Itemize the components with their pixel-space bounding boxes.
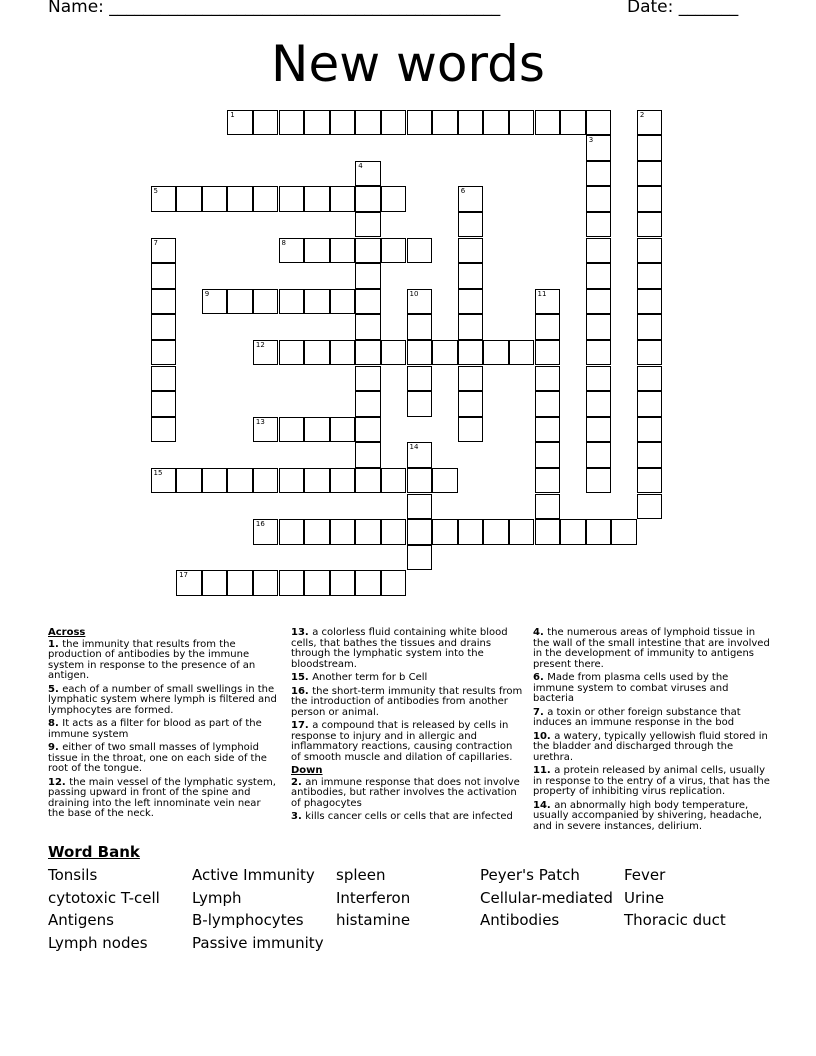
grid-cell[interactable] (407, 519, 433, 545)
grid-cell[interactable] (586, 391, 612, 417)
grid-cell[interactable] (637, 417, 663, 443)
grid-cell[interactable] (330, 468, 356, 494)
grid-cell[interactable] (176, 570, 202, 596)
grid-cell[interactable] (458, 340, 484, 366)
clue-label: 16. (291, 685, 313, 697)
grid-cell[interactable] (202, 289, 228, 315)
grid-cell[interactable] (304, 417, 330, 443)
grid-cell[interactable] (586, 340, 612, 366)
grid-cell[interactable] (586, 212, 612, 238)
grid-cell[interactable] (611, 519, 637, 545)
down-heading: Down (291, 765, 323, 776)
grid-cell[interactable] (637, 366, 663, 392)
grid-cell[interactable] (432, 468, 458, 494)
grid-cell[interactable] (535, 494, 561, 520)
grid-cell[interactable] (381, 186, 407, 212)
grid-cell[interactable] (586, 238, 612, 264)
clue-number: 9 (204, 289, 210, 298)
grid-cell[interactable] (509, 110, 535, 136)
clue-number: 3 (588, 136, 594, 145)
grid-cell[interactable] (151, 238, 177, 264)
clue-text: It acts as a filter for blood as part of the immune system (48, 718, 262, 740)
clue-text: a protein released by animal cells, usually in response to the entry of a virus, that has the property of inhibiting virus replication. (533, 765, 770, 797)
grid-cell[interactable] (176, 468, 202, 494)
grid-cell[interactable] (458, 186, 484, 212)
grid-cell[interactable] (279, 570, 305, 596)
grid-cell[interactable] (483, 340, 509, 366)
grid-cell[interactable] (279, 468, 305, 494)
grid-cell[interactable] (432, 340, 458, 366)
clue-label: 11. (533, 765, 555, 776)
grid-cell[interactable] (253, 519, 279, 545)
grid-cell[interactable] (355, 186, 381, 212)
clue-number: 1 (230, 110, 235, 119)
clue-label: 14. (533, 799, 555, 811)
grid-cell[interactable] (535, 519, 561, 545)
grid-cell[interactable] (304, 186, 330, 212)
grid-cell[interactable] (407, 545, 433, 571)
clue-text: a toxin or other foreign substance that induces an immune response in the bod (533, 706, 741, 728)
clue-text: either of two small masses of lymphoid tissue in the throat, one on each side of the root of the tongue. (48, 742, 267, 774)
grid-cell[interactable] (432, 110, 458, 136)
grid-cell[interactable] (407, 340, 433, 366)
clue (533, 708, 771, 729)
grid-cell[interactable] (279, 417, 305, 443)
grid-cell[interactable] (458, 417, 484, 443)
grid-cell[interactable] (253, 417, 279, 443)
grid-cell[interactable] (355, 161, 381, 187)
grid-cell[interactable] (304, 468, 330, 494)
word-bank-word: Interferon (336, 888, 411, 907)
grid-cell[interactable] (407, 314, 433, 340)
clue-label: 3. (291, 811, 306, 822)
clue-label: 5. (48, 683, 63, 695)
grid-cell[interactable] (458, 212, 484, 238)
grid-cell[interactable] (355, 366, 381, 392)
word-bank-word: Tonsils (48, 866, 98, 884)
clue-text: Made from plasma cells used by the immune system to combat viruses and bacteria (533, 672, 729, 704)
grid-cell[interactable] (535, 110, 561, 136)
grid-cell[interactable] (381, 468, 407, 494)
grid-cell[interactable] (304, 289, 330, 315)
grid-cell[interactable] (637, 110, 663, 136)
grid-cell[interactable] (381, 570, 407, 596)
clue-text: a watery, typically yellowish fluid stored in the bladder and discharged through the urethra. (533, 730, 768, 763)
grid-cell[interactable] (151, 314, 177, 340)
clue (48, 640, 280, 682)
clue-label: 13. (291, 627, 313, 638)
grid-cell[interactable] (535, 391, 561, 417)
date-line: Date: _______ (627, 0, 739, 17)
clue-text: an immune response that does not involve antibodies, but rather involves the activation of phagocytes (291, 776, 520, 809)
grid-cell[interactable] (253, 570, 279, 596)
grid-cell[interactable] (586, 442, 612, 468)
grid-cell[interactable] (304, 238, 330, 264)
grid-cell[interactable] (483, 110, 509, 136)
grid-cell[interactable] (355, 442, 381, 468)
grid-cell[interactable] (227, 110, 253, 136)
grid-cell[interactable] (151, 391, 177, 417)
clue-text: the short-term immunity that results from the introduction of antibodies from another person or animal. (291, 685, 523, 718)
clues-column-1 (48, 628, 280, 823)
clue-label: 4. (533, 627, 548, 638)
grid-cell[interactable] (330, 186, 356, 212)
clues-column-2 (291, 628, 523, 826)
name-line: Name: ______________________________________________ (48, 0, 501, 17)
grid-cell[interactable] (535, 289, 561, 315)
grid-cell[interactable] (432, 519, 458, 545)
grid-cell[interactable] (227, 186, 253, 212)
grid-cell[interactable] (586, 289, 612, 315)
grid-cell[interactable] (227, 570, 253, 596)
clue-text: Another term for b Cell (312, 672, 428, 683)
grid-cell[interactable] (279, 289, 305, 315)
grid-cell[interactable] (586, 263, 612, 289)
grid-cell[interactable] (355, 468, 381, 494)
clue (291, 721, 523, 763)
grid-cell[interactable] (253, 110, 279, 136)
grid-cell[interactable] (509, 340, 535, 366)
clue (291, 687, 523, 719)
clue-number: 14 (409, 443, 419, 452)
grid-cell[interactable] (637, 186, 663, 212)
grid-cell[interactable] (355, 110, 381, 136)
clue-label: 15. (291, 672, 313, 683)
clue (291, 628, 523, 670)
grid-cell[interactable] (227, 289, 253, 315)
grid-cell[interactable] (637, 161, 663, 187)
clue-text: a colorless fluid containing white blood cells, that bathes the tissues and drains through the lymphatic system into the bloodstream. (291, 627, 508, 670)
grid-cell[interactable] (458, 289, 484, 315)
clue-text: the immunity that results from the production of antibodies by the immune system in response to the presence of an antigen. (48, 638, 256, 681)
clue-text: a compound that is released by cells in response to injury and in allergic and inflammatory reactions, causing contraction of smooth muscle and dilation of capillaries. (291, 720, 513, 763)
clue (291, 673, 523, 684)
clue-label: 12. (48, 776, 70, 788)
grid-cell[interactable] (330, 417, 356, 443)
clue-text: the main vessel of the lymphatic system, passing upward in front of the spine and draining into the left innominate vein near the base of the neck. (48, 776, 276, 819)
grid-cell[interactable] (355, 417, 381, 443)
grid-cell[interactable] (279, 340, 305, 366)
clue (291, 778, 523, 810)
clue (533, 801, 771, 833)
clue (533, 673, 771, 705)
clue (533, 628, 771, 670)
clue-text: each of a number of small swellings in the lymphatic system where lymph is filtered and lymphocytes are formed. (48, 683, 277, 716)
grid-cell[interactable] (330, 289, 356, 315)
grid-cell[interactable] (381, 110, 407, 136)
word-bank-column (624, 866, 768, 934)
grid-cell[interactable] (458, 238, 484, 264)
grid-cell[interactable] (151, 289, 177, 315)
grid-cell[interactable] (304, 340, 330, 366)
clue (291, 812, 523, 823)
word-bank-word: Antibodies (480, 911, 560, 930)
grid-cell[interactable] (330, 340, 356, 366)
grid-cell[interactable] (202, 570, 228, 596)
grid-cell[interactable] (381, 519, 407, 545)
clue (48, 685, 280, 717)
grid-cell[interactable] (407, 391, 433, 417)
clue-label: 7. (533, 706, 548, 718)
clue-number: 2 (639, 110, 645, 119)
grid-cell[interactable] (458, 110, 484, 136)
grid-cell[interactable] (535, 417, 561, 443)
clue-number: 15 (153, 468, 163, 477)
grid-cell[interactable] (586, 366, 612, 392)
grid-cell[interactable] (535, 468, 561, 494)
clue-label: 6. (533, 672, 548, 683)
clue-label: 17. (291, 720, 313, 731)
grid-cell[interactable] (483, 519, 509, 545)
across-heading: Across (48, 627, 86, 638)
grid-cell[interactable] (637, 314, 663, 340)
clue-label: 2. (291, 776, 306, 788)
grid-cell[interactable] (202, 468, 228, 494)
word-bank-column (336, 866, 480, 934)
grid-cell[interactable] (227, 468, 253, 494)
grid-cell[interactable] (535, 366, 561, 392)
clue-number: 4 (358, 161, 363, 170)
grid-cell[interactable] (407, 238, 433, 264)
word-bank-column (480, 866, 624, 934)
clue-label: 1. (48, 638, 63, 650)
grid-cell[interactable] (509, 519, 535, 545)
grid-cell[interactable] (637, 468, 663, 494)
word-bank-word: Antigens (48, 911, 114, 930)
word-bank-title: Word Bank (48, 843, 140, 861)
grid-cell[interactable] (355, 238, 381, 264)
grid-cell[interactable] (407, 442, 433, 468)
clue-text: the numerous areas of lymphoid tissue in the wall of the small intestine that are involved in the development of immunity to antigens present there. (533, 627, 770, 670)
grid-cell[interactable] (151, 468, 177, 494)
word-bank-word: spleen (336, 866, 386, 884)
grid-cell[interactable] (535, 314, 561, 340)
clue-number: 11 (537, 289, 547, 298)
grid-cell[interactable] (151, 263, 177, 289)
grid-cell[interactable] (355, 570, 381, 596)
word-bank-word: histamine (336, 911, 411, 930)
grid-cell[interactable] (407, 366, 433, 392)
grid-cell[interactable] (586, 314, 612, 340)
grid-cell[interactable] (407, 494, 433, 520)
grid-cell[interactable] (151, 340, 177, 366)
grid-cell[interactable] (637, 135, 663, 161)
grid-cell[interactable] (637, 263, 663, 289)
clue (48, 743, 280, 775)
clue (533, 732, 771, 764)
grid-cell[interactable] (253, 468, 279, 494)
grid-cell[interactable] (355, 314, 381, 340)
grid-cell[interactable] (304, 570, 330, 596)
word-bank-word: B-lymphocytes (192, 911, 304, 930)
grid-cell[interactable] (586, 135, 612, 161)
grid-cell[interactable] (253, 289, 279, 315)
word-bank-word: Peyer's Patch (480, 866, 580, 884)
grid-cell[interactable] (279, 238, 305, 264)
grid-cell[interactable] (637, 238, 663, 264)
clue-number: 7 (153, 238, 158, 247)
grid-cell[interactable] (279, 110, 305, 136)
grid-cell[interactable] (355, 212, 381, 238)
word-bank-column (192, 866, 336, 957)
clue-label: 9. (48, 742, 63, 753)
word-bank-word: Cellular-mediated (480, 888, 613, 907)
grid-cell[interactable] (304, 110, 330, 136)
clue-number: 17 (179, 571, 189, 580)
clue-number: 10 (409, 289, 419, 298)
page-title: New words (271, 35, 545, 93)
clue (533, 766, 771, 798)
grid-cell[interactable] (279, 186, 305, 212)
grid-cell[interactable] (560, 110, 586, 136)
grid-cell[interactable] (151, 417, 177, 443)
word-bank-word: Active Immunity (192, 866, 315, 884)
clue (48, 778, 280, 820)
clue-label: 10. (533, 730, 555, 742)
word-bank-word: Lymph (192, 888, 242, 907)
grid-cell[interactable] (355, 519, 381, 545)
clue-number: 6 (460, 187, 466, 196)
clue-text: kills cancer cells or cells that are infected (305, 811, 513, 822)
grid-cell[interactable] (176, 186, 202, 212)
grid-cell[interactable] (355, 391, 381, 417)
grid-cell[interactable] (458, 391, 484, 417)
grid-cell[interactable] (202, 186, 228, 212)
grid-cell[interactable] (279, 519, 305, 545)
grid-cell[interactable] (355, 340, 381, 366)
clue-label: 8. (48, 718, 63, 729)
grid-cell[interactable] (535, 442, 561, 468)
grid-cell[interactable] (458, 314, 484, 340)
clue-number: 12 (255, 340, 265, 349)
grid-cell[interactable] (637, 494, 663, 520)
grid-cell[interactable] (458, 263, 484, 289)
clue-number: 5 (153, 187, 158, 196)
grid-cell[interactable] (407, 468, 433, 494)
grid-cell[interactable] (458, 366, 484, 392)
grid-cell[interactable] (637, 212, 663, 238)
word-bank-word: Thoracic duct (624, 911, 726, 930)
grid-cell[interactable] (586, 417, 612, 443)
grid-cell[interactable] (458, 519, 484, 545)
word-bank-word: Fever (624, 866, 666, 884)
clue-number: 13 (255, 417, 265, 426)
grid-cell[interactable] (151, 186, 177, 212)
grid-cell[interactable] (586, 186, 612, 212)
grid-cell[interactable] (151, 366, 177, 392)
grid-cell[interactable] (381, 340, 407, 366)
grid-cell[interactable] (586, 110, 612, 136)
clues-column-3 (533, 628, 771, 835)
grid-cell[interactable] (637, 391, 663, 417)
grid-cell[interactable] (586, 161, 612, 187)
clue-number: 8 (281, 238, 286, 247)
grid-cell[interactable] (560, 519, 586, 545)
grid-cell[interactable] (407, 110, 433, 136)
grid-cell[interactable] (355, 289, 381, 315)
grid-cell[interactable] (381, 238, 407, 264)
clue-text: an abnormally high body temperature, usually accompanied by shivering, headache, and in severe instances, delirium. (533, 799, 762, 832)
grid-cell[interactable] (637, 442, 663, 468)
clue (48, 719, 280, 740)
grid-cell[interactable] (637, 340, 663, 366)
grid-cell[interactable] (253, 186, 279, 212)
grid-cell[interactable] (355, 263, 381, 289)
word-bank-column (48, 866, 192, 957)
grid-cell[interactable] (330, 519, 356, 545)
grid-cell[interactable] (637, 289, 663, 315)
grid-cell[interactable] (330, 110, 356, 136)
grid-cell[interactable] (330, 238, 356, 264)
word-bank-word: Passive immunity (192, 934, 324, 953)
grid-cell[interactable] (535, 340, 561, 366)
grid-cell[interactable] (330, 570, 356, 596)
clue-number: 16 (255, 520, 265, 529)
grid-cell[interactable] (586, 519, 612, 545)
word-bank-word: Urine (624, 888, 665, 907)
grid-cell[interactable] (586, 468, 612, 494)
word-bank-word: cytotoxic T-cell (48, 888, 160, 907)
grid-cell[interactable] (253, 340, 279, 366)
grid-cell[interactable] (407, 289, 433, 315)
grid-cell[interactable] (304, 519, 330, 545)
word-bank-word: Lymph nodes (48, 934, 148, 953)
